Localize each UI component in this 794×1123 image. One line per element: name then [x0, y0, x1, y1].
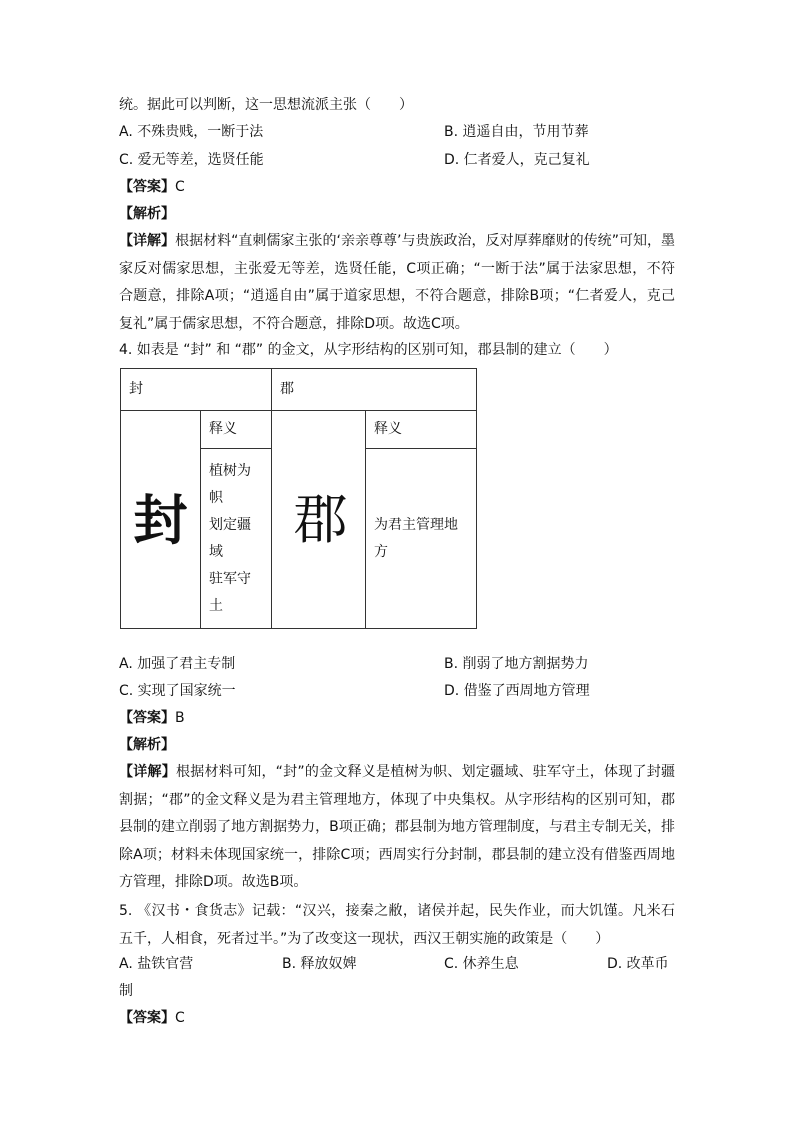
q4-option-d: D. 借鉴了西周地方管理 [444, 683, 590, 699]
q3-option-c: C. 爱无等差，选贤任能 [119, 152, 264, 168]
feng-meaning-line: 帜 [209, 489, 223, 506]
feng-meaning-cell [201, 449, 272, 629]
q5-option-b: B. 释放奴婢 [282, 956, 357, 972]
answer-value: C [175, 179, 185, 195]
feng-meaning-line: 驻军守 [209, 570, 251, 587]
q3-answer-line [119, 177, 679, 197]
feng-meaning-line: 划定疆 [209, 516, 251, 533]
q4-stem: 4. 如表是 “封” 和 “郡” 的金文，从字形结构的区别可知，郡县制的建立（ ） [119, 342, 618, 358]
q5-stem: 5. 《汉书・食货志》记载：“汉兴，接秦之敝，诸侯并起，民失作业，而大饥馑。凡米石五千，人相食，死者过半。”为了改变这一现状，西汉王朝实施的政策是（ ） [119, 903, 675, 947]
detail-tag: 【详解】 [119, 233, 176, 249]
q5-option-c: C. 休养生息 [444, 956, 519, 972]
q4-answer-line [119, 708, 679, 728]
q5-option-d-wrap: 制 [119, 983, 133, 999]
feng-meaning-line: 域 [209, 543, 223, 560]
q4-table [120, 368, 477, 629]
q4-option-c: C. 实现了国家统一 [119, 683, 236, 699]
jun-meaning-line: 为君主管理地 [374, 516, 458, 533]
answer-value: C [175, 1010, 185, 1026]
q4-option-a: A. 加强了君主专制 [119, 656, 236, 672]
answer-tag: 【答案】 [119, 710, 175, 726]
jun-glyph-cell [272, 411, 366, 629]
feng-meaning-line: 植树为 [209, 462, 251, 479]
jun-meaning-header: 释义 [366, 411, 477, 449]
q3-detail [119, 228, 675, 338]
q5-answer-line [119, 1008, 679, 1028]
detail-text: 根据材料“直刺儒家主张的‘亲亲尊尊’与贵族政治，反对厚葬靡财的传统”可知，墨家反对儒家思想，主张爱无等差，选贤任能，C项正确；“一断于法”属于法家思想，不符合题意，排除A项；“逍遥自由”属于道家思想，不符合题意，排除B项；“仁者爱人，克己复礼”属于儒家思想，不符合题意，排除D项。故选C项。 [119, 233, 676, 332]
q3-option-a: A. 不殊贵贱，一断于法 [119, 124, 264, 140]
answer-tag: 【答案】 [119, 1010, 175, 1026]
q3-option-b: B. 逍遥自由，节用节葬 [444, 124, 589, 140]
feng-meaning-line: 土 [209, 597, 223, 614]
q4-detail [119, 759, 675, 897]
jun-meaning-cell [366, 449, 477, 629]
q3-stem-tail: 统。据此可以判断，这一思想流派主张（ ） [119, 97, 413, 113]
feng-meaning-header: 释义 [201, 411, 272, 449]
feng-bronze-glyph: 封 [133, 487, 188, 552]
q3-analysis-tag: 【解析】 [119, 206, 175, 222]
detail-text: 根据材料可知，“封”的金文释义是植树为帜、划定疆域、驻军守土，体现了封疆割据；“郡”的金文释义是为君主管理地方，体现了中央集权。从字形结构的区别可知，郡县制的建立削弱了地方割据势力，B项正确；郡县制为地方管理制度，与君主专制无关，排除A项；材料未体现国家统一，排除C项；西周实行分封制，郡县制的建立没有借鉴西周地方管理，排除D项。故选B项。 [119, 764, 675, 890]
q5-option-d: D. 改革币 [607, 956, 669, 972]
answer-value: B [175, 710, 185, 726]
q4-analysis-tag: 【解析】 [119, 737, 175, 753]
q4-option-b: B. 削弱了地方割据势力 [444, 656, 589, 672]
table-header-feng: 封 [121, 369, 272, 411]
q5-option-a: A. 盐铁官营 [119, 956, 194, 972]
detail-tag: 【详解】 [119, 764, 176, 780]
jun-meaning-line: 方 [374, 543, 388, 560]
answer-tag: 【答案】 [119, 179, 175, 195]
table-header-jun: 郡 [272, 369, 477, 411]
q3-option-d: D. 仁者爱人，克己复礼 [444, 152, 590, 168]
feng-glyph-cell [121, 411, 201, 629]
jun-bronze-glyph: 郡 [293, 487, 344, 551]
